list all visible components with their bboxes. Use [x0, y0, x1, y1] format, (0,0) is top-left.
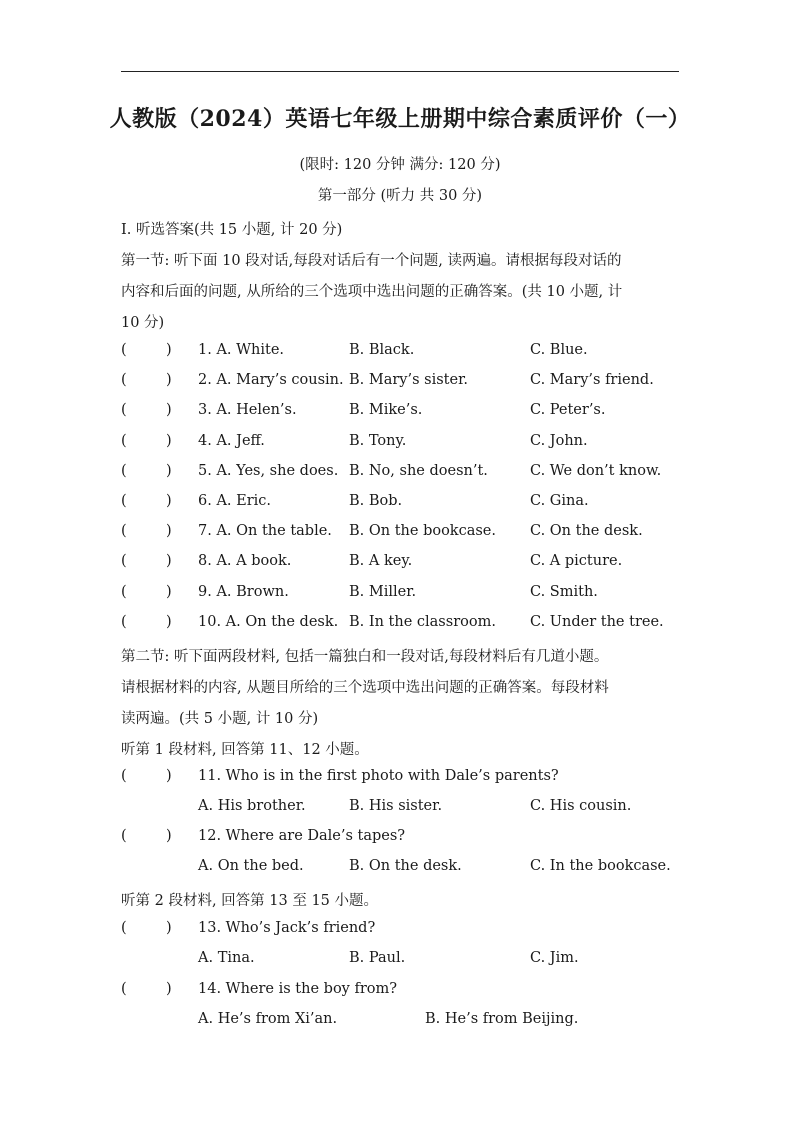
- option-c: C. Smith.: [530, 583, 598, 600]
- option-a: A. He’s from Xi’an.: [198, 1011, 338, 1027]
- part2-intro-line: 读两遍。(共 5 小题, 计 10 分): [121, 711, 319, 727]
- option-a: A. Tina.: [198, 950, 255, 966]
- question-14: [121, 981, 681, 1003]
- section-heading: I. 听选答案(共 15 小题, 计 20 分): [121, 222, 343, 238]
- part1-intro-line: 内容和后面的问题, 从所给的三个选项中选出问题的正确答案。(共 10 小题, 计: [121, 284, 623, 300]
- answer-paren-right: ): [166, 613, 172, 630]
- option-b: B. No, she doesn’t.: [349, 462, 488, 479]
- part-heading: 第一部分 (听力 共 30 分): [317, 188, 483, 204]
- option-a: 8. A. A book.: [198, 553, 292, 570]
- option-c: C. Gina.: [530, 493, 589, 509]
- answer-paren-right: ): [166, 402, 172, 419]
- option-b: B. In the classroom.: [349, 613, 496, 630]
- option-a: A. On the bed.: [198, 858, 304, 874]
- option-c: C. Mary’s friend.: [530, 372, 654, 389]
- answer-paren-right: ): [166, 523, 172, 540]
- option-b: B. Bob.: [349, 493, 403, 509]
- option-c: C. We don’t know.: [530, 462, 662, 479]
- question-row: [121, 614, 681, 636]
- answer-paren-right: ): [166, 432, 172, 449]
- answer-paren-left: (: [121, 402, 127, 419]
- part2-intro-line: 请根据材料的内容, 从题目所给的三个选项中选出问题的正确答案。每段材料: [121, 680, 609, 696]
- answer-paren-right: ): [166, 372, 172, 389]
- material-1-heading: 听第 1 段材料, 回答第 11、12 小题。: [121, 742, 369, 758]
- option-c: C. In the bookcase.: [530, 858, 671, 874]
- option-a: A. His brother.: [198, 798, 306, 814]
- question-row: [121, 372, 681, 394]
- option-c: C. On the desk.: [530, 523, 643, 540]
- question-13: [121, 920, 681, 942]
- option-b: B. Mary’s sister.: [349, 372, 469, 389]
- material-2-heading: 听第 2 段材料, 回答第 13 至 15 小题。: [121, 893, 378, 909]
- question-stem: 13. Who’s Jack’s friend?: [198, 920, 376, 936]
- question-row: [121, 523, 681, 545]
- answer-paren-left: (: [121, 523, 127, 540]
- exam-title: 人教版（2024）英语七年级上册期中综合素质评价（一）: [109, 106, 691, 132]
- option-b: B. A key.: [349, 553, 413, 570]
- time-limit: (限时: 120 分钟 满分: 120 分): [299, 157, 501, 173]
- option-b: B. On the bookcase.: [349, 523, 496, 540]
- answer-paren-left: (: [121, 493, 127, 509]
- option-c: C. Blue.: [530, 342, 588, 358]
- option-b: B. On the desk.: [349, 858, 462, 874]
- option-c: C. Jim.: [530, 950, 579, 966]
- option-b: B. He’s from Beijing.: [425, 1011, 579, 1027]
- option-a: 4. A. Jeff.: [198, 432, 265, 449]
- answer-paren-right: ): [166, 981, 172, 997]
- answer-paren-left: (: [121, 583, 127, 600]
- question-row: [121, 493, 681, 515]
- option-a: 1. A. White.: [198, 342, 285, 358]
- answer-paren-right: ): [166, 828, 172, 844]
- question-stem: 12. Where are Dale’s tapes?: [198, 828, 406, 844]
- option-b: B. Mike’s.: [349, 402, 423, 419]
- question-row: [121, 342, 681, 364]
- answer-paren-left: (: [121, 768, 127, 784]
- part2-intro-line: 第二节: 听下面两段材料, 包括一篇独白和一段对话,每段材料后有几道小题。: [121, 649, 609, 665]
- question-12-options: [121, 858, 681, 880]
- answer-paren-right: ): [166, 342, 172, 358]
- answer-paren-left: (: [121, 342, 127, 358]
- option-c: C. His cousin.: [530, 798, 632, 814]
- answer-paren-right: ): [166, 768, 172, 784]
- question-12: [121, 828, 681, 850]
- option-a: 2. A. Mary’s cousin.: [198, 372, 344, 389]
- answer-paren-left: (: [121, 613, 127, 630]
- option-a: 10. A. On the desk.: [198, 613, 339, 630]
- answer-paren-left: (: [121, 920, 127, 936]
- option-c: C. Under the tree.: [530, 613, 664, 630]
- question-13-options: [121, 950, 681, 972]
- answer-paren-right: ): [166, 462, 172, 479]
- answer-paren-left: (: [121, 432, 127, 449]
- option-c: C. John.: [530, 432, 588, 449]
- option-b: B. Paul.: [349, 950, 406, 966]
- option-c: C. A picture.: [530, 553, 623, 570]
- option-a: 7. A. On the table.: [198, 523, 332, 540]
- answer-paren-left: (: [121, 981, 127, 997]
- answer-paren-left: (: [121, 462, 127, 479]
- question-stem: 14. Where is the boy from?: [198, 981, 398, 997]
- question-row: [121, 402, 681, 424]
- answer-paren-right: ): [166, 553, 172, 570]
- option-c: C. Peter’s.: [530, 402, 606, 419]
- option-b: B. His sister.: [349, 798, 443, 814]
- question-row: [121, 463, 681, 485]
- option-a: 9. A. Brown.: [198, 583, 289, 600]
- option-a: 5. A. Yes, she does.: [198, 462, 339, 479]
- answer-paren-right: ): [166, 920, 172, 936]
- answer-paren-left: (: [121, 372, 127, 389]
- question-row: [121, 584, 681, 606]
- part1-intro-line: 10 分): [121, 315, 165, 331]
- question-row: [121, 553, 681, 575]
- top-rule: [121, 71, 679, 72]
- answer-paren-left: (: [121, 828, 127, 844]
- answer-paren-right: ): [166, 583, 172, 600]
- question-14-options: [121, 1011, 681, 1033]
- option-a: 3. A. Helen’s.: [198, 402, 297, 419]
- option-a: 6. A. Eric.: [198, 493, 272, 509]
- part1-intro-line: 第一节: 听下面 10 段对话,每段对话后有一个问题, 读两遍。请根据每段对话的: [121, 253, 622, 269]
- question-stem: 11. Who is in the first photo with Dale’s parents?: [198, 768, 559, 784]
- question-11-options: [121, 798, 681, 820]
- question-row: [121, 433, 681, 455]
- option-b: B. Tony.: [349, 432, 407, 449]
- option-b: B. Black.: [349, 342, 415, 358]
- answer-paren-left: (: [121, 553, 127, 570]
- answer-paren-right: ): [166, 493, 172, 509]
- question-11: [121, 768, 681, 790]
- option-b: B. Miller.: [349, 583, 417, 600]
